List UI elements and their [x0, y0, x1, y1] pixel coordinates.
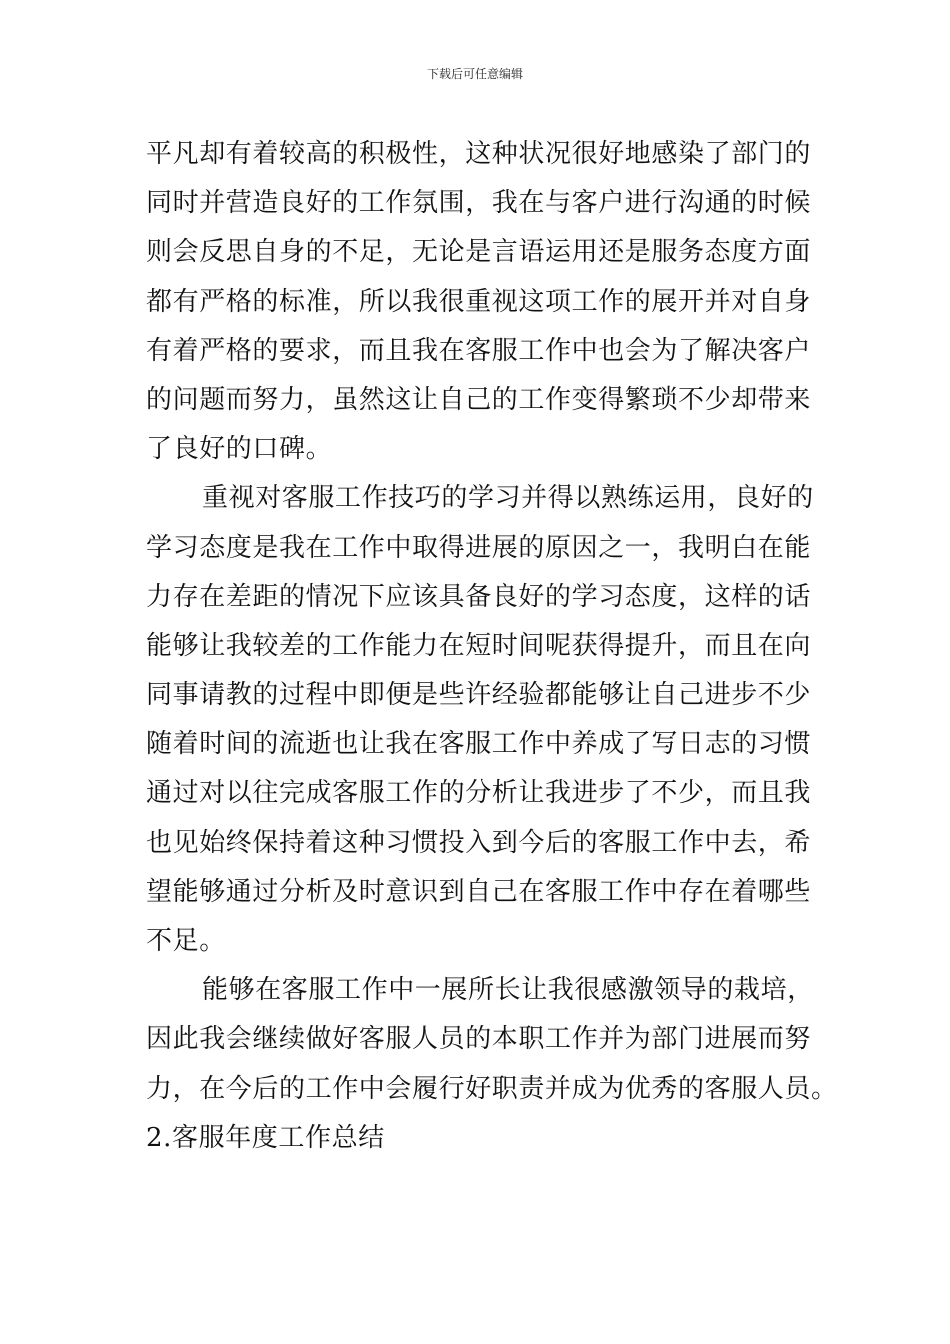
text-line: 随着时间的流逝也让我在客服工作中养成了写日志的习惯	[146, 729, 812, 760]
heading-text: 2.客服年度工作总结	[146, 1122, 385, 1153]
text-line: 同时并营造良好的工作氛围，我在与客户进行沟通的时候	[146, 188, 812, 219]
text-line: 能够让我较差的工作能力在短时间呢获得提升，而且在向	[146, 630, 812, 661]
paragraph	[146, 474, 814, 966]
text-line: 能够在客服工作中一展所长让我很感激领导的栽培，	[202, 975, 814, 1006]
text-line: 因此我会继续做好客服人员的本职工作并为部门进展而努	[146, 1024, 812, 1055]
text-line: 力，在今后的工作中会履行好职责并成为优秀的客服人员。	[146, 1073, 838, 1104]
paragraph	[146, 130, 812, 474]
text-line: 有着严格的要求，而且我在客服工作中也会为了解决客户	[146, 335, 812, 366]
text-line: 都有严格的标准，所以我很重视这项工作的展开并对自身	[146, 286, 812, 317]
section-heading	[146, 1114, 808, 1163]
text-line: 平凡却有着较高的积极性，这种状况很好地感染了部门的	[146, 139, 812, 169]
text-line: 了良好的口碑。	[146, 434, 333, 465]
text-line: 的问题而努力，虽然这让自己的工作变得繁琐不少却带来	[146, 384, 812, 415]
text-line: 学习态度是我在工作中取得进展的原因之一，我明白在能	[146, 532, 812, 563]
text-line: 重视对客服工作技巧的学习并得以熟练运用，良好的	[202, 483, 814, 514]
paragraph	[146, 966, 838, 1114]
text-line: 则会反思自身的不足，无论是言语运用还是服务态度方面	[146, 237, 812, 268]
document-body	[146, 130, 838, 1163]
text-line: 不足。	[146, 926, 226, 956]
text-line: 也见始终保持着这种习惯投入到今后的客服工作中去，希	[146, 827, 812, 858]
text-line: 望能够通过分析及时意识到自己在客服工作中存在着哪些	[146, 876, 812, 907]
text-line: 力存在差距的情况下应该具备良好的学习态度，这样的话	[146, 581, 812, 612]
text-line: 同事请教的过程中即便是些许经验都能够让自己进步不少	[146, 680, 812, 711]
text-line: 通过对以往完成客服工作的分析让我进步了不少，而且我	[146, 778, 812, 809]
page-header: 下载后可任意编辑	[426, 67, 523, 81]
